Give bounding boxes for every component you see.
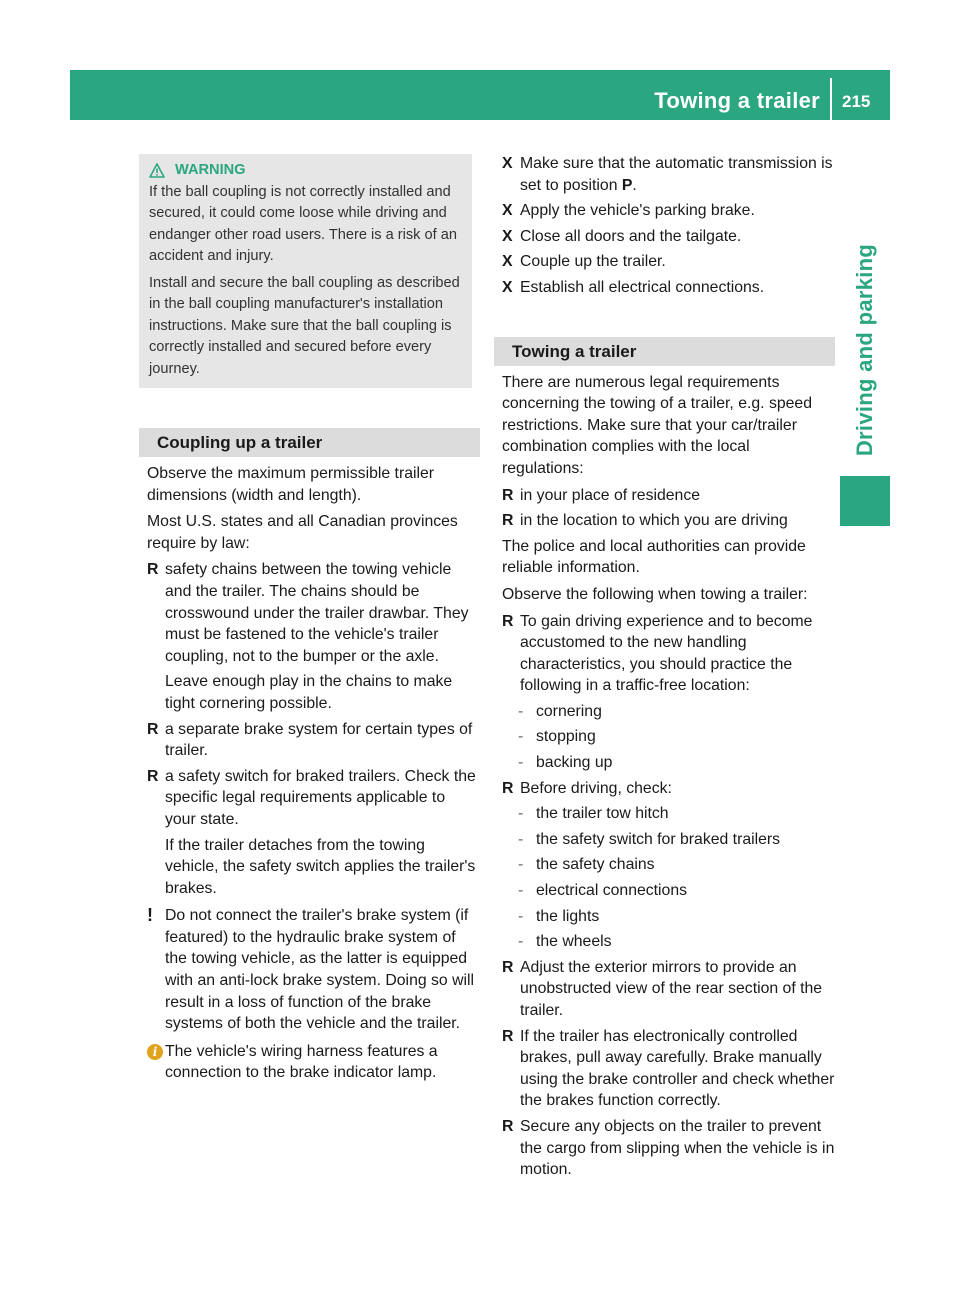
bullet-marker: R [502,779,514,797]
step-arrow-icon: X [502,155,513,172]
step-arrow-icon: X [502,278,513,296]
step-item: X Make sure that the automatic transmission is set to position P. [502,155,833,194]
sub-paragraph: If the trailer detaches from the towing vehicle, the safety switch applies the trailer's brakes. [165,836,476,897]
left-column [147,154,480,1088]
caution-note: ! Do not connect the trailer's brake system (if featured) to the hydraulic brake system of the towing vehicle, as the latter is equipped with an anti-lock brake system. Doing so will result in a loss of function of the brake systems of both the vehicle and the trailer. [147,905,475,1033]
sub-list-item: - the trailer tow hitch [518,805,669,823]
bullet-marker: R [502,512,514,530]
paragraph: Observe the maximum permissible trailer dimensions (width and length). [147,465,435,504]
page-number: 215 [842,92,871,111]
warning-header [149,160,464,182]
bullet-marker: R [147,561,159,579]
sub-list-item: - electrical connections [518,882,688,900]
paragraph: Observe the following when towing a trailer: [502,585,808,603]
bullet-marker: R [502,612,514,630]
warning-box [139,154,472,388]
bullet-marker: R [502,958,514,976]
bullet-marker: R [502,1117,514,1135]
sub-list-item: - stopping [518,728,596,746]
warning-label: WARNING [175,162,246,178]
exclamation-icon: ! [147,905,153,926]
step-arrow-icon: X [502,253,513,271]
header-separator [830,78,832,120]
warning-triangle-icon [149,163,165,179]
list-item: R If the trailer has electronically controlled brakes, pull away carefully. Brake manually using the brake controller and check whether the brakes function correctly. [502,1027,835,1110]
step-item: X Apply the vehicle's parking brake. [502,200,835,222]
list-item: R To gain driving experience and to become accustomed to the new handling characteristics, you should practice the following in a traffic-free location: [502,612,813,695]
paragraph: There are numerous legal requirements concerning the towing of a trailer, e.g. speed restrictions. Make sure that your car/trailer combination complies with the local regulations: [502,373,812,477]
paragraph: Most U.S. states and all Canadian provinces require by law: [147,513,458,552]
warning-paragraph: Install and secure the ball coupling as described in the ball coupling manufacturer's installation instructions. Make sure that the ball coupling is correctly installed and secured before every journey. [149,274,460,377]
page-title: Towing a trailer [654,88,820,113]
section-heading-coupling: Coupling up a trailer [139,428,480,457]
step-item: X Close all doors and the tailgate. [502,226,835,248]
right-column [502,153,835,1185]
list-item: R safety chains between the towing vehicle and the trailer. The chains should be crosswound under the trailer drawbar. They must be fastened to the vehicle's trailer coupling, not to the bumper or the axle. [147,561,469,665]
list-item: R a safety switch for braked trailers. Check the specific legal requirements applicable to your state. [147,767,476,828]
step-item: X Couple up the trailer. [502,251,835,273]
sub-list-item: - cornering [518,702,602,720]
sub-list-item: - backing up [518,754,613,772]
sub-list-item: - the wheels [518,933,612,951]
section-tab [840,240,890,460]
list-item: R Before driving, check: [502,778,835,800]
bullet-marker: R [147,767,159,785]
section-heading-towing: Towing a trailer [494,337,835,366]
list-item: R in your place of residence [502,485,835,507]
warning-paragraph: If the ball coupling is not correctly installed and secured, it could come loose while driving and endanger other road users. There is a risk of an accident and injury. [149,183,457,264]
bullet-marker: R [502,1027,514,1045]
list-item: R Secure any objects on the trailer to prevent the cargo from slipping when the vehicle is in motion. [502,1117,835,1179]
sub-paragraph: Leave enough play in the chains to make tight cornering possible. [165,673,453,712]
list-item: R in the location to which you are driving [502,510,835,532]
bullet-marker: R [147,720,159,738]
step-arrow-icon: X [502,227,513,245]
sub-list-item: - the safety switch for braked trailers [518,830,781,848]
sub-list-item: - the safety chains [518,856,655,874]
info-note: i The vehicle's wiring harness features a connection to the brake indicator lamp. [147,1041,480,1084]
section-tab-label: Driving and parking [852,243,878,457]
step-item: X Establish all electrical connections. [502,277,835,299]
bullet-marker: R [502,486,514,504]
list-item: R Adjust the exterior mirrors to provide an unobstructed view of the rear section of the trailer. [502,958,823,1019]
sub-list-item: - the lights [518,907,600,925]
step-arrow-icon: X [502,202,513,220]
section-tab-marker [840,476,890,526]
list-item: R a separate brake system for certain types of trailer. [147,720,473,760]
paragraph: The police and local authorities can provide reliable information. [502,537,806,577]
info-icon: i [147,1044,163,1060]
